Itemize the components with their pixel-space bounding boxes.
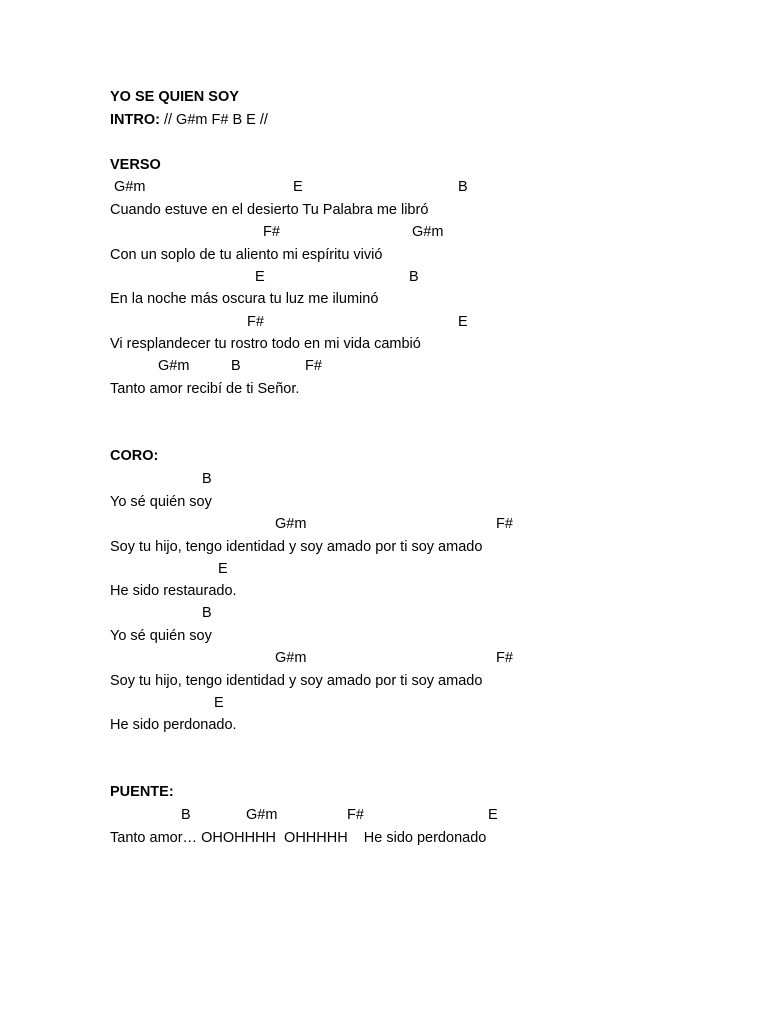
chord: G#m — [275, 650, 307, 666]
chord: B — [458, 179, 468, 195]
chord: F# — [496, 516, 513, 532]
chord: E — [255, 269, 265, 285]
bridge-label: PUENTE: — [110, 784, 174, 800]
chord: B — [181, 807, 191, 823]
intro-line — [110, 111, 268, 129]
lyric-line: He sido restaurado. — [110, 583, 237, 599]
chord: F# — [347, 807, 364, 823]
lyric-line: Tanto amor recibí de ti Señor. — [110, 381, 300, 397]
lyric-line: Soy tu hijo, tengo identidad y soy amado por ti soy amado — [110, 539, 483, 555]
chord: G#m — [158, 358, 190, 374]
intro-label: INTRO: — [110, 112, 160, 128]
lyric-line: Tanto amor… OHOHHHH OHHHHH He sido perdonado — [110, 830, 487, 846]
chord: E — [218, 561, 228, 577]
chord: B — [409, 269, 419, 285]
lyric-line: He sido perdonado. — [110, 717, 237, 733]
lyric-line: Cuando estuve en el desierto Tu Palabra me libró — [110, 202, 429, 218]
chord: B — [202, 471, 212, 487]
chord: G#m — [275, 516, 307, 532]
verse-label: VERSO — [110, 157, 161, 173]
chorus-label: CORO: — [110, 448, 159, 464]
lyric-line: Yo sé quién soy — [110, 628, 212, 644]
lyric-line: Yo sé quién soy — [110, 494, 212, 510]
chord: F# — [247, 314, 264, 330]
chord: G#m — [246, 807, 278, 823]
chord: F# — [305, 358, 322, 374]
lyric-line: En la noche más oscura tu luz me iluminó — [110, 291, 379, 307]
chord: E — [488, 807, 498, 823]
chord: E — [293, 179, 303, 195]
chord: E — [458, 314, 468, 330]
lyric-line: Con un soplo de tu aliento mi espíritu vivió — [110, 247, 383, 263]
chord: F# — [263, 224, 280, 240]
chord: G#m — [412, 224, 444, 240]
chord: E — [214, 695, 224, 711]
chord: F# — [496, 650, 513, 666]
lyric-line: Vi resplandecer tu rostro todo en mi vida cambió — [110, 336, 421, 352]
song-title: YO SE QUIEN SOY — [110, 89, 239, 105]
chord: B — [202, 605, 212, 621]
intro-chords: // G#m F# B E // — [159, 112, 268, 128]
lyric-line: Soy tu hijo, tengo identidad y soy amado por ti soy amado — [110, 673, 483, 689]
chord: G#m — [114, 179, 146, 195]
chord: B — [231, 358, 241, 374]
